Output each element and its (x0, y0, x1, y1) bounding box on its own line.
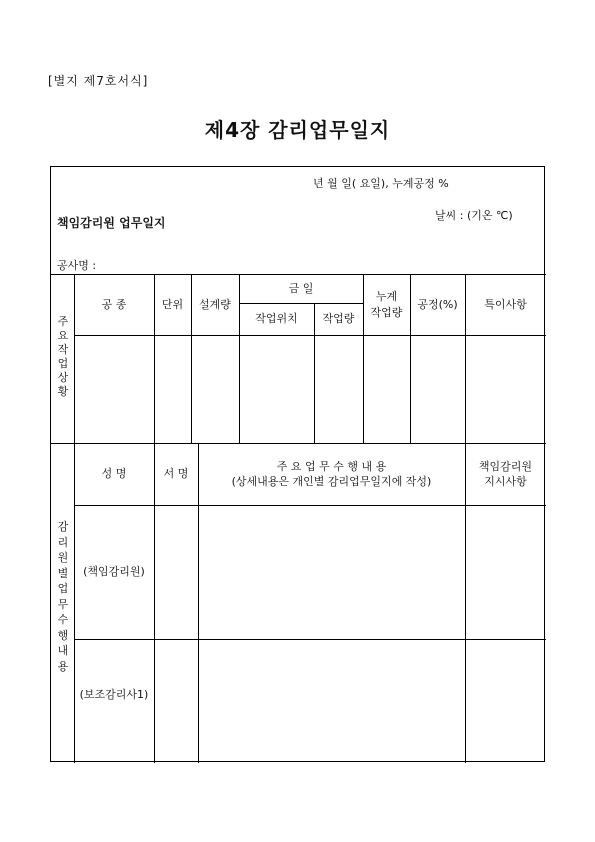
main-duties-title: 주 요 업 무 수 행 내 용 (276, 459, 387, 473)
header-work-qty: 작업량 (322, 312, 355, 326)
supervisor-row-name: (보조감리사1) (79, 688, 149, 702)
header-design-qty: 설계량 (199, 297, 231, 311)
header-chief-instructions: 책임감리원 지시사항 (478, 459, 533, 488)
header-unit: 단위 (161, 297, 184, 311)
page-title: 제4장 감리업무일지 (204, 118, 391, 142)
supervisor-side-label: 감리원별 업무수행내용 (57, 520, 69, 673)
header-main-duties (198, 443, 465, 505)
project-name-label: 공사명 : (57, 259, 97, 272)
main-duties-note: (상세내용은 개인별 감리업무일지에 작성) (231, 475, 432, 488)
supervisor-row-name: (책임감리원) (83, 565, 145, 579)
journal-title: 책임감리원 업무일지 (57, 216, 166, 230)
header-today: 금 일 (288, 281, 314, 295)
header-name: 성 명 (101, 467, 127, 481)
header-trade: 공 종 (101, 297, 127, 311)
header-work-location: 작업위치 (255, 312, 298, 326)
date-progress-line: 년 월 일( 요일), 누계공정 % (313, 177, 449, 190)
weather-line: 날씨 : (기온 ℃) (435, 209, 513, 222)
header-cumulative-qty: 누계 작업량 (370, 290, 403, 319)
journal-form (50, 166, 545, 762)
header-signature: 서 명 (163, 467, 189, 481)
main-work-header-line (74, 335, 546, 336)
form-number-label: [별지 제7호서식] (48, 74, 149, 88)
main-work-side-label: 주요작업상황 (57, 315, 69, 398)
header-remarks: 특이사항 (484, 297, 527, 311)
header-progress: 공정(%) (417, 297, 458, 311)
